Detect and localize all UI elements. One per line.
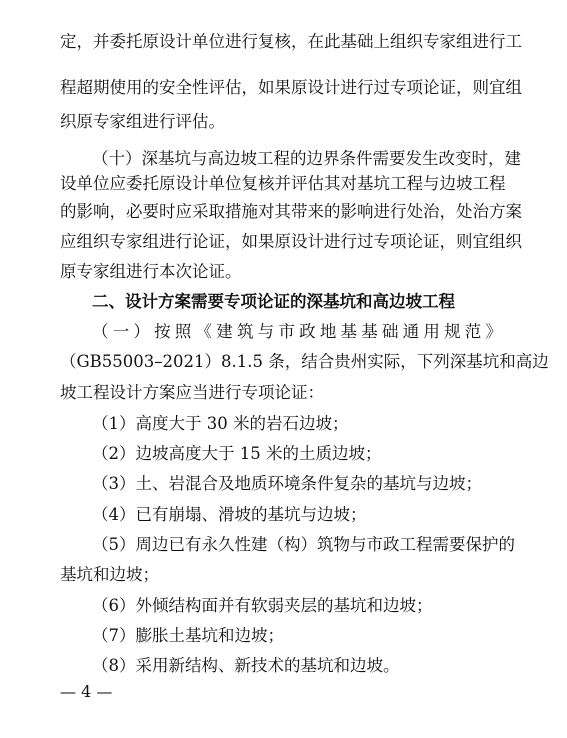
list-item: （6）外倾结构面并有软弱夹层的基坑和边坡； (92, 596, 433, 615)
list-item-continuation: 基坑和边坡； (60, 565, 159, 584)
paragraph-1-line-1: 定，并委托原设计单位进行复核，在此基础上组织专家组进行工 (60, 32, 522, 51)
paragraph-3-line-2: （GB55003–2021）8.1.5 条，结合贵州实际，下列深基坑和高边 (60, 352, 549, 371)
paragraph-2-line-2: 设单位应委托原设计单位复核并评估其对基坑工程与边坡工程 (60, 174, 506, 193)
list-item: （3）土、岩混合及地质环境条件复杂的基坑与边坡； (92, 474, 482, 493)
paragraph-2-line-3: 的影响，必要时应采取措施对其带来的影响进行处治，处治方案 (60, 202, 522, 221)
page-number: — 4 — (60, 682, 113, 701)
list-item: （2）边坡高度大于 15 米的土质边坡； (92, 444, 382, 463)
section-heading-2: 二、设计方案需要专项论证的深基坑和高边坡工程 (92, 292, 455, 311)
paragraph-3-line-3: 坡工程设计方案应当进行专项论证： (60, 383, 324, 402)
paragraph-1-line-2: 程超期使用的安全性评估，如果原设计进行过专项论证，则宜组 (60, 78, 522, 97)
list-item: （4）已有崩塌、滑坡的基坑与边坡； (92, 505, 367, 524)
list-item: （5）周边已有永久性建（构）筑物与市政工程需要保护的 (92, 535, 515, 554)
list-item: （8）采用新结构、新技术的基坑和边坡。 (92, 656, 400, 675)
paragraph-1-line-3: 织原专家组进行评估。 (60, 112, 225, 131)
list-item: （1）高度大于 30 米的岩石边坡； (92, 414, 349, 433)
paragraph-2-line-1: （十）深基坑与高边坡工程的边界条件需要发生改变时，建 (92, 149, 521, 168)
paragraph-2-line-5: 原专家组进行本次论证。 (60, 262, 242, 281)
paragraph-3-line-1: （一）按照《建筑与市政地基基础通用规范》 (92, 322, 502, 341)
list-item: （7）膨胀土基坑和边坡； (92, 626, 284, 645)
paragraph-2-line-4: 应组织专家组进行论证，如果原设计进行过专项论证，则宜组织 (60, 232, 522, 251)
